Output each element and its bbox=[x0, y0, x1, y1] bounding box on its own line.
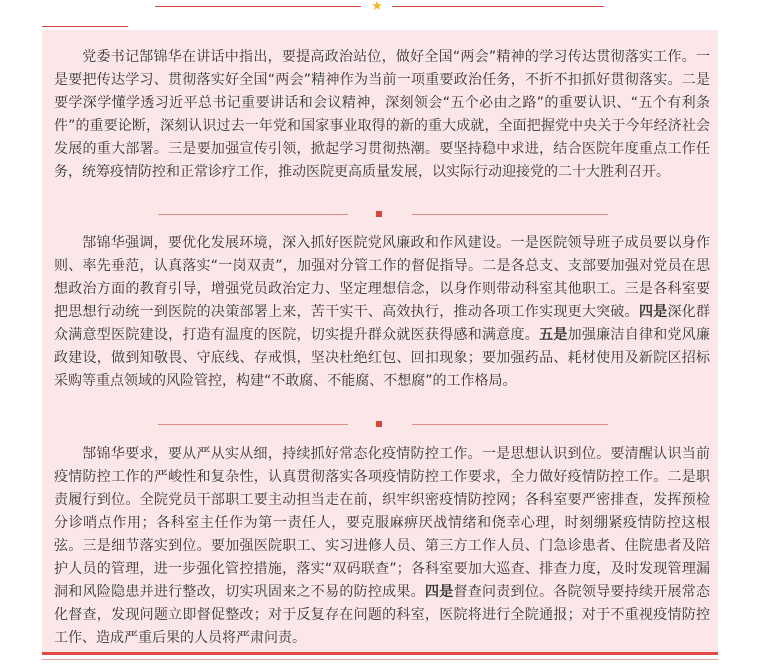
paragraph-2 bbox=[54, 232, 710, 393]
section-rule bbox=[42, 26, 128, 27]
paragraph-keyword: 四是 bbox=[424, 584, 454, 600]
divider-2-square bbox=[376, 421, 382, 427]
bottom-line bbox=[42, 659, 718, 660]
divider-1-left bbox=[158, 214, 348, 215]
paragraph-1 bbox=[54, 46, 710, 184]
paragraph-text: 郜锦华要求，要从严从实从细，持续抓好常态化疫情防控工作。一是思想认识到位。要清醒认识当前疫情防控工作的严峻性和复杂性，认真贯彻落实各项疫情防控工作要求，全力做好疫情防控工作。二是职责履行到位。全院党员干部职工要主动担当走在前，织牢织密疫情防控网；各科室要严密排查，发挥预检分诊哨点作用；各科室主任作为第一责任人，要克服麻痹厌战情绪和侥幸心理，时刻绷紧疫情防控这根弦。三是细节落实到位。要加强医院职工、实习进修人员、第三方工作人员、门急诊患者、住院患者及陪护人员的管理，进一步强化管控措施，落实“双码联查”；各科室要加大巡查、排查力度，及时发现管理漏洞和风险隐患并进行整改，切实巩固来之不易的防控成果。 bbox=[54, 446, 710, 600]
paragraph-text: 加强廉洁自律和党风廉政建设，做到知敬畏、守底线、存戒惧，坚决杜绝红包、回扣现象；要加强药品、耗材使用及新院区招标采购等重点领域的风险管控，构建“不敢腐、不能腐、不想腐”的工作格局。 bbox=[54, 327, 711, 389]
top-rule-left bbox=[155, 6, 361, 7]
paragraph-3 bbox=[54, 443, 710, 650]
paragraph-text: 深化群众满意型医院建设，打造有温度的医院，切实提升群众就医获得感和满意度。 bbox=[54, 304, 711, 343]
divider-1-right bbox=[412, 214, 608, 215]
paragraph-keyword: 四是 bbox=[638, 304, 668, 320]
paragraph-text: 郜锦华强调，要优化发展环境，深入抓好医院党风廉政和作风建设。一是医院领导班子成员要以身作则、率先垂范，认真落实“一岗双责”，加强对分管工作的督促指导。二是各总支、支部要加强对党员在思想政治方面的教育引导，增强党员政治定力、坚定理想信念，以身作则带动科室其他职工。三是各科室要把思想行动统一到医院的决策部署上来，苦干实干、高效执行，推动各项工作实现更大突破。 bbox=[54, 235, 710, 320]
divider-2-right bbox=[412, 424, 608, 425]
paragraph-text: 督查问责到位。各院领导要持续开展常态化督查，发现问题立即督促整改；对于反复存在问题的科室，医院将进行全院通报；对于不重视疫情防控工作、造成严重后果的人员将严肃问责。 bbox=[54, 584, 711, 646]
paragraph-text: 党委书记郜锦华在讲话中指出，要提高政治站位，做好全国“两会”精神的学习传达贯彻落实工作。一是要把传达学习、贯彻落实好全国“两会”精神作为当前一项重要政治任务，不折不扣抓好贯彻落实。二是要学深学懂学透习近平总书记重要讲话和会议精神，深刻领会“五个必由之路”的重要认识、“五个有利条件”的重要论断，深刻认识过去一年党和国家事业取得的新的重大成就，全面把握党中央关于今年经济社会发展的重大部署。三是要加强宣传引领，掀起学习贯彻热潮。要坚持稳中求进，结合医院年度重点工作任务，统筹疫情防控和正常诊疗工作，推动医院更高质量发展，以实际行动迎接党的二十大胜利召开。 bbox=[54, 49, 710, 180]
top-rule-right bbox=[392, 6, 604, 7]
divider-1-square bbox=[376, 211, 382, 217]
divider-2-left bbox=[158, 424, 348, 425]
star-icon: ★ bbox=[371, 0, 383, 14]
paragraph-keyword: 五是 bbox=[539, 327, 568, 343]
bottom-bar bbox=[42, 652, 718, 655]
